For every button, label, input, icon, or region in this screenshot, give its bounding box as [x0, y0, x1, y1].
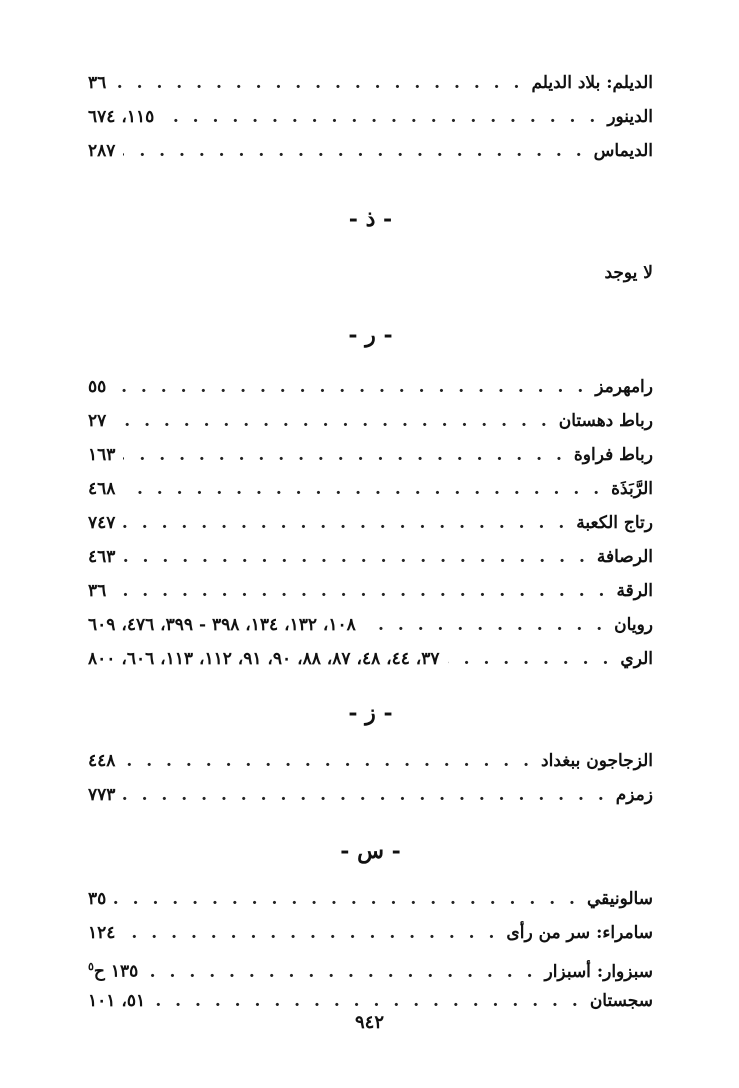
entry-pages	[88, 950, 138, 984]
entry-pages: ٢٨٧	[88, 141, 116, 161]
entry-name: رباط دهستان	[558, 411, 653, 431]
leader-dots	[123, 916, 498, 950]
entry-pages: ٣٦	[88, 73, 107, 93]
entry-pages: ١٠٨، ١٣٢، ١٣٤، ٣٩٨ - ٣٩٩، ٤٧٦، ٦٠٩	[88, 615, 356, 635]
leader-dots	[114, 404, 550, 438]
leader-dots	[114, 574, 608, 608]
leader-dots	[123, 134, 585, 168]
index-entry	[88, 540, 653, 574]
entry-pages: ٤٦٣	[88, 547, 116, 567]
entry-name: رامهرمز	[595, 377, 653, 397]
index-entry	[88, 574, 653, 608]
index-entry	[88, 916, 653, 950]
leader-dots	[123, 540, 588, 574]
leader-dots	[448, 642, 613, 676]
page-number: ٩٤٢	[354, 1012, 384, 1033]
entry-name: الدينور	[607, 107, 653, 127]
entry-name: سجستان	[589, 991, 653, 1011]
index-entry	[88, 778, 653, 812]
entry-name: رباط فراوة	[573, 445, 653, 465]
entry-name: زمزم	[615, 785, 653, 805]
leader-dots	[123, 778, 607, 812]
leader-dots	[123, 506, 568, 540]
no-entries-note: لا يوجد	[604, 263, 653, 283]
index-entry	[88, 950, 653, 984]
leader-dots	[123, 438, 565, 472]
index-entry	[88, 100, 653, 134]
entry-pages-main: ١٣٥ ح	[93, 961, 139, 982]
index-entry	[88, 608, 653, 642]
footnote-marker: ٥	[88, 960, 94, 973]
entry-name: الرَّبَذَة	[611, 479, 653, 499]
entry-name: الديماس	[593, 141, 653, 161]
entry-name: رويان	[614, 615, 653, 635]
index-entry	[88, 370, 653, 404]
leader-dots	[123, 472, 603, 506]
entry-pages: ٤٦٨	[88, 479, 116, 499]
leader-dots	[146, 955, 536, 984]
entry-pages: ١٦٣	[88, 445, 116, 465]
entry-pages: ٥٥	[88, 377, 107, 397]
entry-pages: ١١٥، ٦٧٤	[88, 107, 155, 127]
entry-pages: ٣٧، ٤٤، ٤٨، ٨٧، ٨٨، ٩٠، ٩١، ١١٢، ١١٣، ٦٠٦، ٨٠٠	[88, 649, 440, 669]
index-entry	[88, 404, 653, 438]
entry-pages: ١٢٤	[88, 923, 116, 943]
entry-name: رتاج الكعبة	[576, 513, 653, 533]
section-heading-zay: - ز -	[348, 700, 393, 726]
leader-dots	[364, 608, 606, 642]
index-entry	[88, 438, 653, 472]
leader-dots	[114, 66, 523, 100]
entry-name: سالونيقي	[586, 889, 653, 909]
leader-dots	[114, 370, 587, 404]
section-heading-ra: - ر -	[348, 322, 393, 348]
section-heading-sin: - س -	[340, 838, 401, 864]
entry-pages: ٥١، ١٠١	[88, 991, 146, 1011]
entry-name: الديلم: بلاد الديلم	[531, 73, 653, 93]
index-entry	[88, 642, 653, 676]
entry-pages: ٧٤٧	[88, 513, 116, 533]
entry-name: الري	[620, 649, 653, 669]
entry-pages: ٤٤٨	[88, 751, 116, 771]
index-entry	[88, 66, 653, 100]
index-entry	[88, 134, 653, 168]
index-page	[88, 66, 653, 1018]
entry-name: سبزوار: أسبزار	[544, 961, 653, 982]
entry-name: الرقة	[616, 581, 653, 601]
index-entry	[88, 472, 653, 506]
leader-dots	[123, 744, 533, 778]
leader-dots	[162, 100, 599, 134]
leader-dots	[114, 882, 579, 916]
entry-pages: ٧٧٣	[88, 785, 116, 805]
entry-name: الزجاجون ببغداد	[541, 751, 653, 771]
entry-pages: ٢٧	[88, 411, 107, 431]
entry-pages: ٣٥	[88, 889, 107, 909]
entry-name: الرصافة	[596, 547, 653, 567]
index-entry	[88, 506, 653, 540]
index-entry	[88, 744, 653, 778]
entry-name: سامراء: سر من رأى	[506, 923, 653, 943]
index-entry	[88, 882, 653, 916]
section-heading-dhal: - ذ -	[348, 206, 393, 232]
entry-pages: ٣٦	[88, 581, 107, 601]
